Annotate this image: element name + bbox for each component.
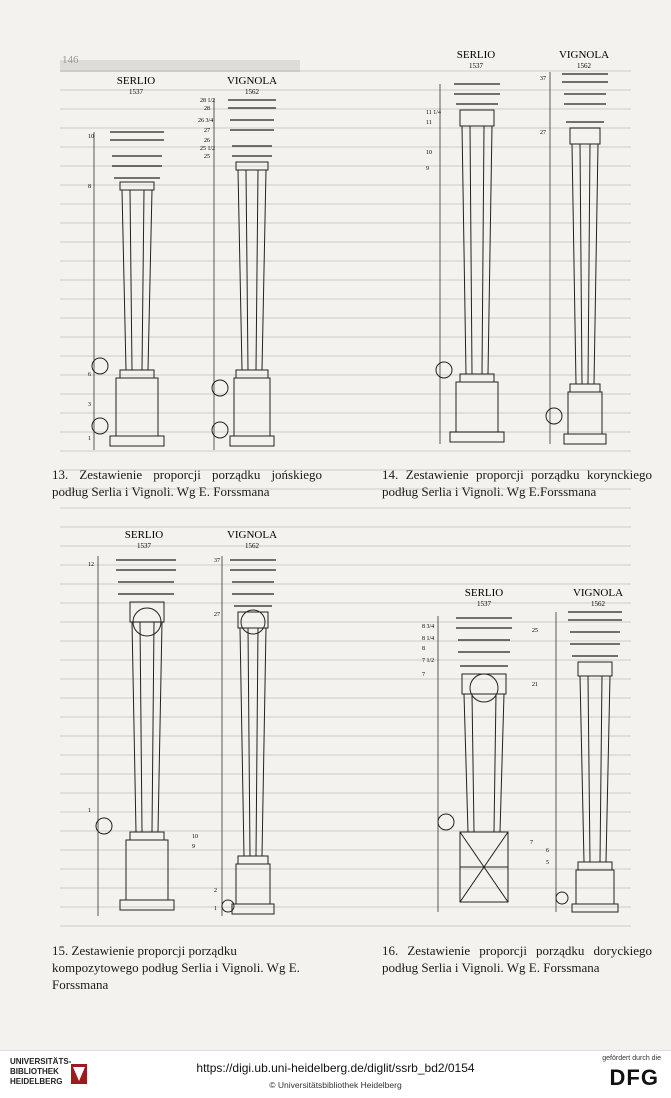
caption-16: [382, 942, 652, 976]
caption-text: Zestawienie proporcji porządku doryckiego podług Serlia i Vignoli. Wg E. Forssmana: [382, 943, 652, 975]
composite-order-drawing: [80, 526, 310, 926]
scale-label: 8: [422, 646, 425, 652]
caption-14: [382, 466, 652, 500]
scale-label: 11 1/4: [426, 110, 441, 116]
scale-label: 25: [204, 154, 210, 160]
scale-label: 8 3/4: [422, 624, 435, 630]
serlio-label: SERLIO: [116, 75, 156, 87]
scale-label: 5: [546, 860, 549, 866]
scale-label: 10: [426, 150, 432, 156]
scale-label: 25 1/2: [200, 146, 216, 152]
scale-label: 6: [88, 372, 91, 378]
scale-label: 8 1/4: [422, 636, 435, 642]
corinthian-order-drawing: [420, 44, 650, 454]
scale-label: 12: [88, 562, 94, 568]
scale-label: 11: [426, 120, 432, 126]
caption-text: Zestawienie proporcji porządku jońskiego podług Serlia i Vignoli. Wg E. Forssmana: [52, 467, 322, 499]
scale-label: 27: [204, 128, 210, 134]
doric-order-drawing: [418, 582, 648, 922]
caption-number: 13.: [52, 467, 69, 482]
caption-number: 14.: [382, 467, 399, 482]
serlio-year: 1537: [469, 62, 483, 70]
vignola-year: 1562: [577, 62, 591, 70]
scale-label: 37: [540, 76, 546, 82]
viewer-footer: [0, 1050, 671, 1098]
vignola-label: VIGNOLA: [226, 75, 278, 87]
vignola-year: 1562: [245, 542, 259, 550]
institution-line: BIBLIOTHEK: [10, 1067, 59, 1076]
scale-label: 37: [214, 558, 220, 564]
scale-label: 28 1/2: [200, 98, 216, 104]
scale-label: 26 3/4: [198, 118, 214, 124]
vignola-year: 1562: [245, 88, 259, 96]
scale-label: 9: [192, 844, 195, 850]
serlio-label: SERLIO: [464, 587, 504, 599]
scale-label: 7 1/2: [422, 658, 435, 664]
serlio-year: 1537: [477, 600, 491, 608]
caption-text: Zestawienie proporcji porządku kompozytowego podług Serlia i Vignoli. Wg E. Forssmana: [52, 943, 300, 992]
caption-number: 16.: [382, 943, 399, 958]
vignola-label: VIGNOLA: [572, 587, 624, 599]
caption-15: [52, 942, 322, 993]
permalink-url[interactable]: https://digi.ub.uni-heidelberg.de/diglit/ssrb_bd2/0154: [196, 1061, 475, 1075]
serlio-label: SERLIO: [456, 49, 496, 61]
scale-label: 10: [192, 834, 198, 840]
caption-number: 15.: [52, 943, 69, 958]
scale-label: 1: [88, 436, 91, 442]
scale-label: 2: [214, 888, 217, 894]
scale-label: 9: [426, 166, 429, 172]
institution-line: UNIVERSITÄTS-: [10, 1057, 72, 1066]
figure-16: [418, 582, 648, 922]
scale-label: 7: [422, 672, 425, 678]
serlio-year: 1537: [129, 88, 143, 96]
caption-13: [52, 466, 322, 500]
serlio-label: SERLIO: [124, 529, 164, 541]
scale-label: 1: [88, 808, 91, 814]
page-number: 146: [62, 54, 79, 66]
sponsor-label: gefördert durch die: [602, 1055, 661, 1062]
scale-label: 25: [532, 628, 538, 634]
scale-label: 28: [204, 106, 210, 112]
scale-label: 3: [88, 402, 91, 408]
vignola-label: VIGNOLA: [226, 529, 278, 541]
scale-label: 26: [204, 138, 210, 144]
scale-label: 6: [546, 848, 549, 854]
dfg-logo[interactable]: DFG: [609, 1065, 659, 1090]
copyright-notice: © Universitätsbibliothek Heidelberg: [269, 1080, 402, 1090]
figure-13: [80, 70, 320, 460]
scale-label: 21: [532, 682, 538, 688]
institution-line: HEIDELBERG: [10, 1077, 63, 1086]
scale-label: 8: [88, 184, 91, 190]
scale-label: 1: [214, 906, 217, 912]
ionic-order-drawing: [80, 70, 320, 460]
serlio-year: 1537: [137, 542, 151, 550]
scale-label: 27: [214, 612, 220, 618]
figure-15: [80, 526, 310, 926]
figure-14: [420, 44, 650, 454]
scale-label: 27: [540, 130, 546, 136]
vignola-year: 1562: [591, 600, 605, 608]
scale-label: 10: [88, 134, 94, 140]
caption-text: Zestawienie proporcji porządku korynckiego podług Serlia i Vignoli. Wg E.Forssmana: [382, 467, 652, 499]
scale-label: 7: [530, 840, 533, 846]
vignola-label: VIGNOLA: [558, 49, 610, 61]
